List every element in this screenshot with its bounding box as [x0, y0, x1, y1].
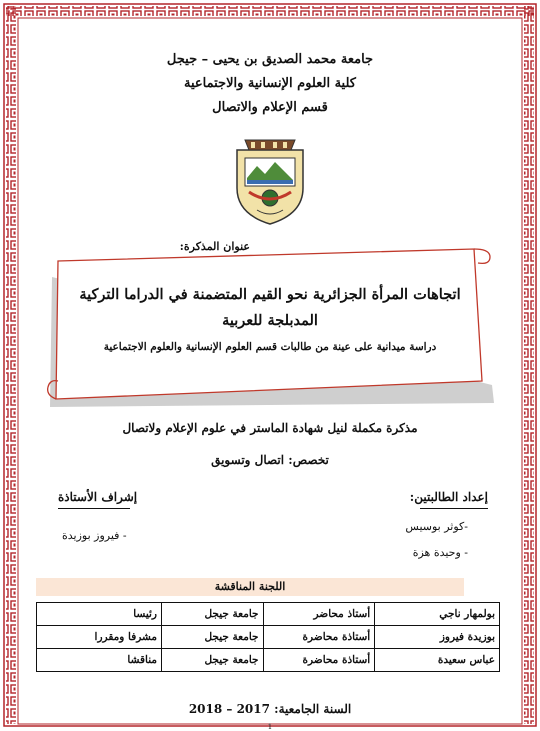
university-emblem-icon — [229, 136, 311, 226]
member-name: بوزيدة فيروز — [375, 626, 500, 649]
memo-title-label: عنوان المذكرة: — [179, 240, 250, 253]
specialty: تخصص: اتصال وتسويق — [211, 453, 329, 467]
memo-title-line1: اتجاهات المرأة الجزائرية نحو القيم المتضمنة في الدراما التركية — [79, 286, 461, 303]
students-label: إعداد الطالبتين: — [409, 490, 488, 504]
supervisor-label-underline — [58, 508, 130, 509]
member-role: رئيسا — [37, 603, 162, 626]
faculty-name: كلية العلوم الإنسانية والاجتماعية — [184, 76, 356, 91]
page-number: 1 — [267, 723, 273, 731]
students-label-underline — [420, 508, 488, 509]
committee-table — [36, 602, 500, 672]
university-name: جامعة محمد الصديق بن يحيى – جيجل — [166, 52, 374, 67]
member-rank: أستاذة محاضرة — [263, 649, 375, 672]
memo-title-line2: المدبلجة للعربية — [222, 312, 318, 329]
member-role: مناقشا — [37, 649, 162, 672]
member-rank: أستاذة محاضرة — [263, 626, 375, 649]
member-university: جامعة جيجل — [162, 649, 264, 672]
member-rank: أستاذ محاضر — [263, 603, 375, 626]
member-name: عباس سعيدة — [375, 649, 500, 672]
member-role: مشرفا ومقررا — [37, 626, 162, 649]
member-name: بولمهار ناجي — [375, 603, 500, 626]
table-row — [37, 603, 500, 626]
student-name: -كوثر بوسيس — [405, 520, 468, 533]
memo-subtitle: دراسة ميدانية على عينة من طالبات قسم العلوم الإنسانية والعلوم الاجتماعية — [103, 341, 437, 353]
table-row — [37, 626, 500, 649]
degree-statement: مذكرة مكملة لنيل شهادة الماستر في علوم الإعلام ولاتصال — [122, 421, 418, 435]
member-university: جامعة جيجل — [162, 603, 264, 626]
supervisor-name: - فيروز بوزيدة — [62, 529, 127, 542]
committee-title: اللجنة المناقشة — [36, 578, 464, 596]
student-name: - وحيدة هزة — [412, 546, 468, 559]
table-row — [37, 649, 500, 672]
department-name: قسم الإعلام والاتصال — [212, 100, 328, 115]
member-university: جامعة جيجل — [162, 626, 264, 649]
academic-year: السنة الجامعية: 2017 – 2018 — [188, 702, 352, 716]
supervisor-label: إشراف الأستاذة — [58, 490, 138, 504]
